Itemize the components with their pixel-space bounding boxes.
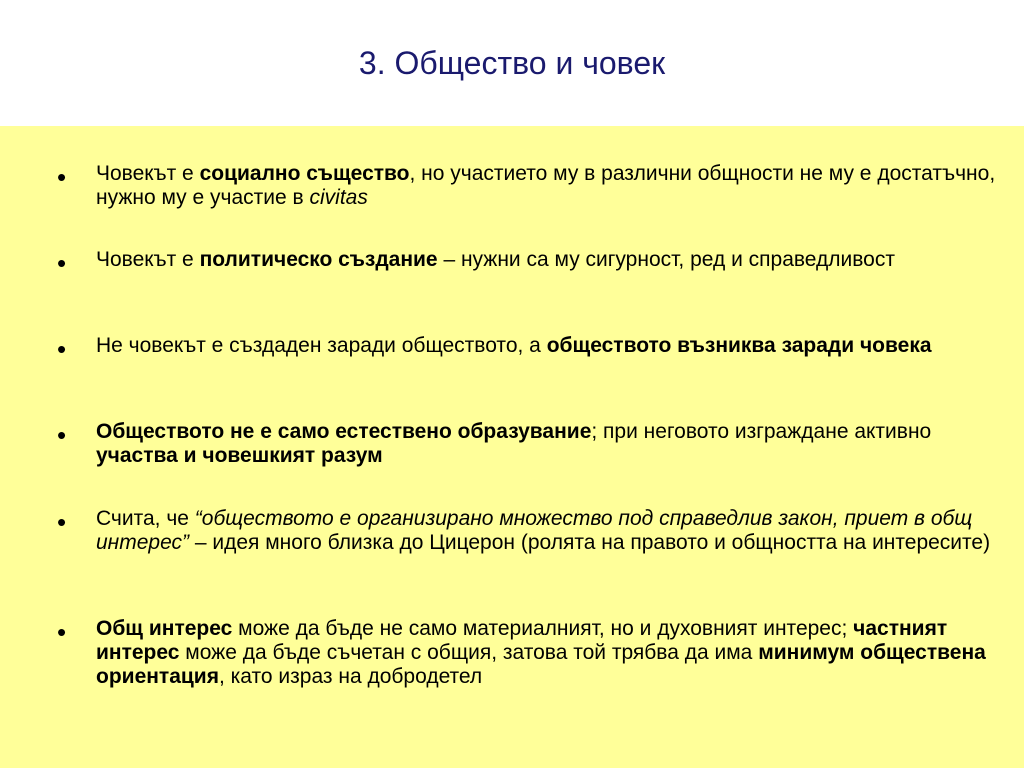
- bullet-icon: •: [57, 162, 67, 192]
- bold-text: участва и човешкият разум: [96, 444, 383, 467]
- bullet-icon: •: [57, 507, 67, 537]
- text-run: , като израз на добродетел: [218, 665, 483, 688]
- bold-text: минимум обществена ориентация: [96, 641, 986, 688]
- bold-text: социално същество: [199, 162, 410, 185]
- text-run: Счита, че: [96, 507, 195, 530]
- text-run: – идея много близка до Цицерон (ролята на правото и общността на интересите): [189, 531, 991, 554]
- bold-text: обществото възниква заради човека: [546, 334, 932, 357]
- text-run: може да бъде съчетан с общия, затова той трябва да има: [179, 641, 759, 664]
- text-run: Човекът е: [96, 162, 200, 185]
- bold-text: Общ интерес: [96, 617, 233, 640]
- text-run: може да бъде не само материалният, но и духовният интерес;: [232, 617, 854, 640]
- bold-text: частният интерес: [96, 617, 948, 664]
- title-area: [0, 0, 1024, 126]
- bullet-text: [96, 420, 996, 468]
- bullet-icon: •: [57, 617, 67, 647]
- bullet-icon: •: [57, 248, 67, 278]
- text-run: Човекът е: [96, 248, 200, 271]
- bullet-text: [96, 162, 996, 210]
- bold-text: Обществото не е само естествено образувание: [96, 420, 592, 443]
- bullet-text: [96, 507, 996, 555]
- text-run: , но участието му в различни общности не му е достатъчно, нужно му е участие в: [96, 162, 996, 209]
- text-run: Не човекът е създаден заради обществото, а: [96, 334, 547, 357]
- italic-text: “обществото е организирано множество под справедлив закон, приет в общ интерес”: [96, 507, 973, 554]
- bullet-text: [96, 334, 996, 358]
- text-run: – нужни са му сигурност, ред и справедливост: [437, 248, 895, 271]
- bullet-text: [96, 248, 996, 272]
- bold-text: политическо създание: [199, 248, 438, 271]
- slide-title: 3. Общество и човек: [358, 45, 666, 81]
- text-run: ; при неговото изграждане активно: [591, 420, 932, 443]
- content-area: [0, 126, 1024, 768]
- bullet-text: [96, 617, 996, 689]
- bullet-icon: •: [57, 334, 67, 364]
- italic-text: civitas: [309, 186, 368, 209]
- bullet-icon: •: [57, 420, 67, 450]
